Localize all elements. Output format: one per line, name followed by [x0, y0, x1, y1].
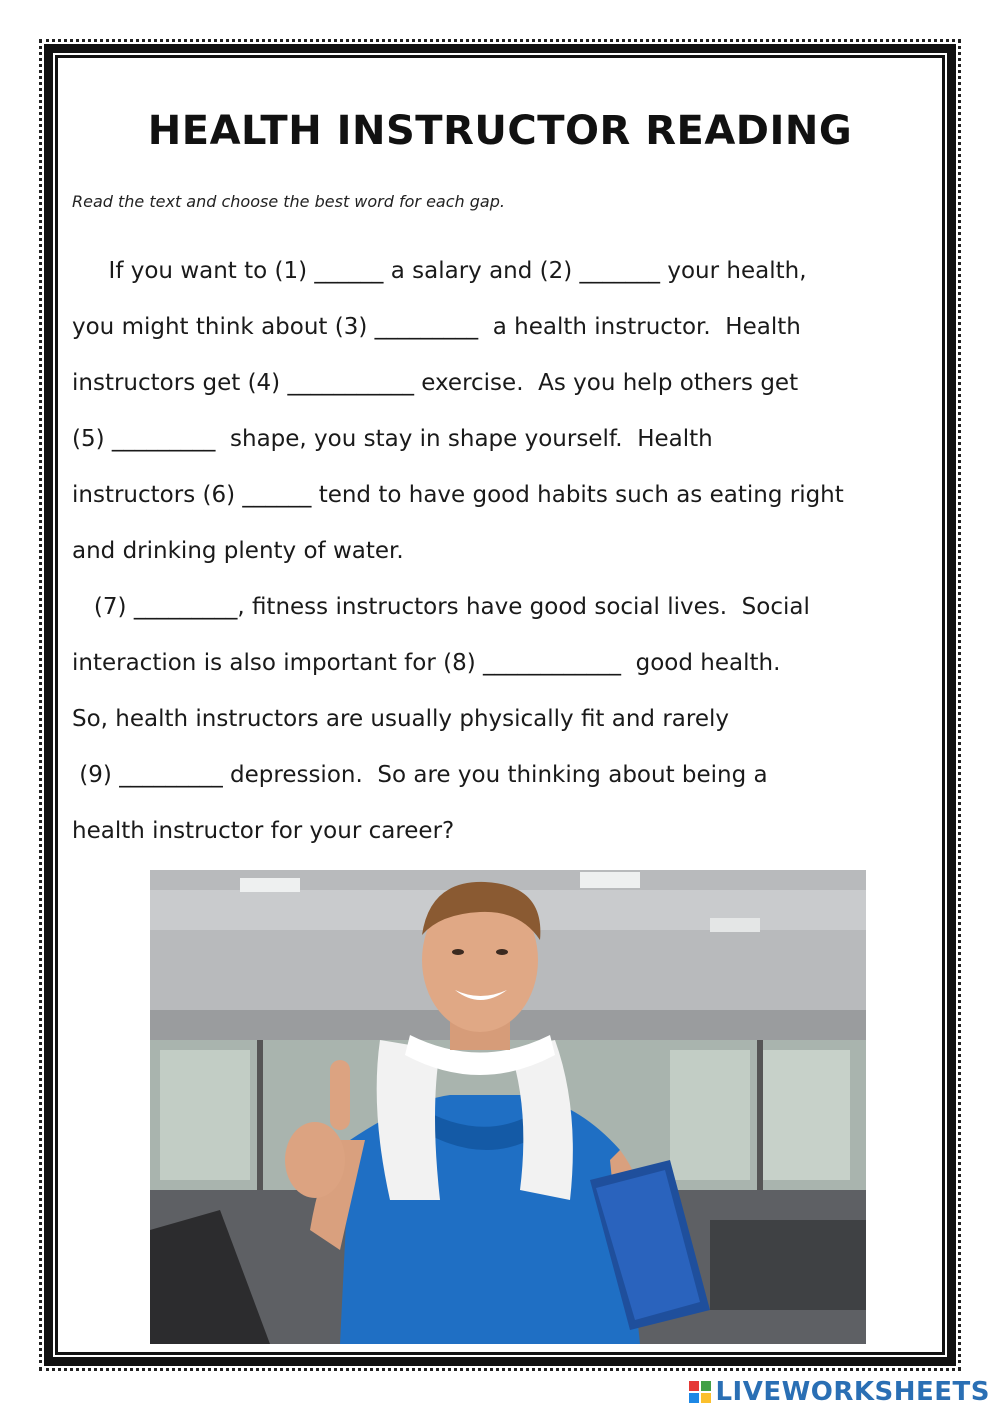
passage-line: If you want to (1) ______ a salary and (2) _______ your health,: [72, 258, 807, 284]
passage-line: and drinking plenty of water.: [72, 538, 404, 564]
page-title: HEALTH INSTRUCTOR READING: [147, 108, 853, 154]
passage-line: (9) _________ depression. So are you thinking about being a: [72, 762, 768, 788]
passage-line: instructors get (4) ___________ exercise. As you help others get: [72, 370, 799, 396]
passage-line: instructors (6) ______ tend to have good habits such as eating right: [72, 482, 844, 508]
passage-line: (5) _________ shape, you stay in shape yourself. Health: [72, 426, 713, 452]
instructions-text: Read the text and choose the best word for each gap.: [72, 192, 505, 211]
passage-line: So, health instructors are usually physically fit and rarely: [72, 706, 729, 732]
liveworksheets-logo: [689, 1377, 990, 1407]
passage-line: you might think about (3) _________ a health instructor. Health: [72, 314, 801, 340]
liveworksheets-logo-icon: [689, 1381, 711, 1403]
passage-line: (7) _________, fitness instructors have good social lives. Social: [72, 594, 810, 620]
brand-name: LIVEWORKSHEETS: [715, 1377, 990, 1407]
instructor-photo: [150, 870, 866, 1344]
passage-line: health instructor for your career?: [72, 818, 455, 844]
passage-line: interaction is also important for (8) ____________ good health.: [72, 650, 781, 676]
